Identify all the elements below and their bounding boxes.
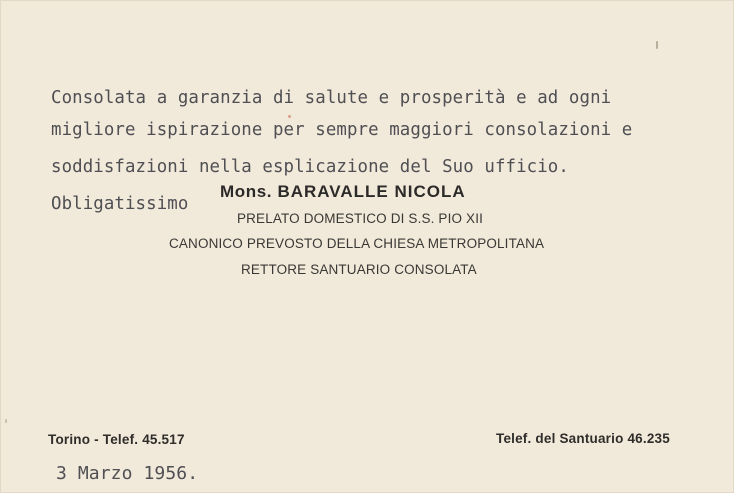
date-line: 3 Marzo 1956. (56, 463, 199, 484)
paper-speck (288, 115, 291, 118)
letterhead-title-prefix: Mons. (220, 182, 273, 201)
letterhead-line-2: CANONICO PREVOSTO DELLA CHIESA METROPOLITANA (169, 236, 545, 251)
footer-phone-left: Torino - Telef. 45.517 (48, 432, 185, 447)
paper-mark (5, 419, 7, 423)
letterhead-name (220, 183, 466, 200)
paper-mark (656, 41, 658, 49)
letterhead-surname: BARAVALLE NICOLA (277, 182, 466, 201)
letterhead-line-1: PRELATO DOMESTICO DI S.S. PIO XII (237, 211, 483, 226)
message-line-3: soddisfazioni nella esplicazione del Suo ufficio. (51, 157, 569, 177)
message-line-2: migliore ispirazione per sempre maggiori consolazioni e (51, 120, 633, 140)
footer-phone-right: Telef. del Santuario 46.235 (496, 431, 670, 446)
letterhead-line-3: RETTORE SANTUARIO CONSOLATA (241, 262, 477, 277)
message-closing: Obligatissimo (51, 194, 189, 214)
message-line-1: Consolata a garanzia di salute e prosperità e ad ogni (51, 88, 612, 108)
